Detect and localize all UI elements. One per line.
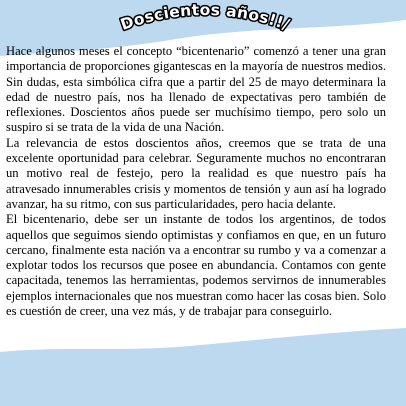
article-body: [6, 44, 386, 319]
document-title: [118, 1, 292, 34]
document-title-text: Doscientos años!!/: [118, 0, 292, 34]
title-wordart: [105, 0, 305, 48]
paragraph-2: La relevancia de estos doscientos años, creemos que se trata de una excelente oportunidad para celebrar. Seguramente muchos no encontraran un motivo real de festejo, pero la realidad es que nuestro país ha atravesado innumerables crisis y momentos de tensión y aun así ha logrado avanzar, ha su ritmo, con sus particularidades, pero hacia delante.: [6, 135, 386, 211]
paragraph-1: Hace algunos meses el concepto “bicentenario” comenzó a tener una gran importancia de proporciones gigantescas en la mayoría de nuestros medios. Sin dudas, esta simbólica cifra que a partir del 25 de mayo determinara la edad de nuestro país, nos ha llenado de expectativas pero también de reflexiones. Doscientos años puede ser muchísimo tiempo, pero solo un suspiro si se trata de la vida de una Nación.: [6, 44, 386, 135]
paragraph-3: El bicentenario, debe ser un instante de todos los argentinos, de todos aquellos que seguimos siendo optimistas y confiamos en que, en un futuro cercano, finalmente esta nación va a encontrar su rumbo y va a comenzar a explotar todos los recursos que posee en abundancia. Contamos con gente capacitada, tenemos las herramientas, podemos servirnos de innumerables ejemplos internacionales que nos muestran como hacer las cosas bien. Solo es cuestión de creer, una vez más, y de trabajar para conseguirlo.: [6, 212, 386, 319]
